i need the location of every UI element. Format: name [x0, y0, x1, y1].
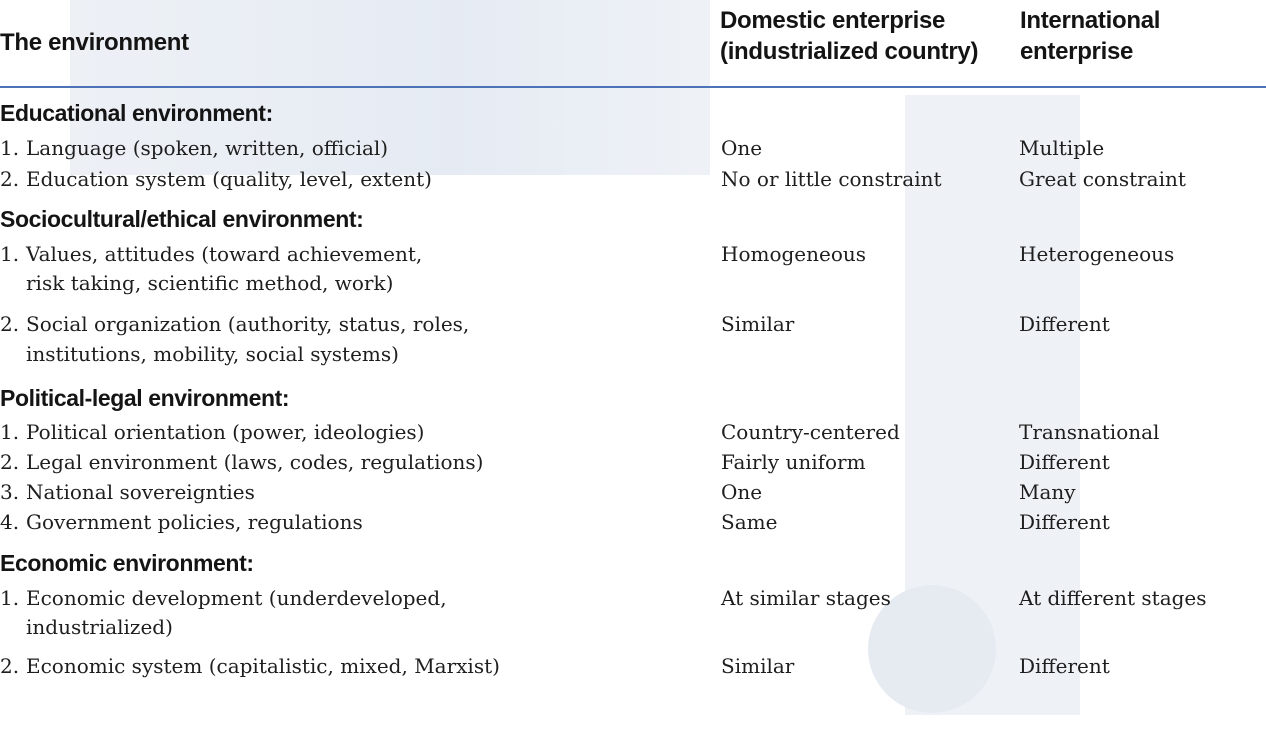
row-label: National sovereignties [26, 480, 255, 504]
row-international-value: Different [1019, 510, 1110, 534]
row-domestic-value: One [721, 480, 763, 504]
row-domestic-value: Similar [721, 312, 795, 336]
row-number: 1. [0, 420, 20, 444]
row-number: 2. [0, 450, 20, 474]
row-number: 4. [0, 510, 20, 534]
row-number: 2. [0, 654, 20, 678]
row-international-value: Multiple [1019, 136, 1105, 160]
row-number: 2. [0, 312, 20, 336]
row-label: Economic development (underdeveloped, [26, 586, 447, 610]
row-international-value: Heterogeneous [1019, 242, 1175, 266]
row-international-value: Different [1019, 450, 1110, 474]
row-number: 3. [0, 480, 20, 504]
row-international-value: Different [1019, 312, 1110, 336]
row-international-value: Different [1019, 654, 1110, 678]
column-header-international-line2: enterprise [1020, 38, 1134, 65]
row-international-value: Many [1019, 480, 1076, 504]
row-label-continued: risk taking, scientific method, work) [26, 271, 394, 295]
section-title: Economic environment: [0, 550, 254, 576]
column-header-international [1020, 5, 1160, 67]
row-international-value: Great constraint [1019, 167, 1186, 191]
row-domestic-value: Similar [721, 654, 795, 678]
row-number: 2. [0, 167, 20, 191]
row-international-value: Transnational [1019, 420, 1160, 444]
row-domestic-value: Fairly uniform [721, 450, 866, 474]
row-label-continued: institutions, mobility, social systems) [26, 342, 399, 366]
column-header-international-line1: International [1020, 7, 1161, 34]
row-domestic-value: Same [721, 510, 778, 534]
row-domestic-value: At similar stages [721, 586, 891, 610]
row-domestic-value: Homogeneous [721, 242, 867, 266]
row-label: Values, attitudes (toward achievement, [26, 242, 423, 266]
column-header-domestic-line2: (industrialized country) [720, 38, 979, 65]
row-label: Political orientation (power, ideologies) [26, 420, 425, 444]
row-label: Government policies, regulations [26, 510, 363, 534]
row-label: Legal environment (laws, codes, regulations) [26, 450, 484, 474]
column-header-environment: The environment [0, 29, 189, 56]
row-number: 1. [0, 242, 20, 266]
section-title: Educational environment: [0, 100, 273, 126]
section-title: Sociocultural/ethical environment: [0, 206, 364, 232]
row-domestic-value: No or little constraint [721, 167, 942, 191]
column-header-domestic [720, 5, 978, 67]
column-header-domestic-line1: Domestic enterprise [720, 7, 946, 34]
row-domestic-value: One [721, 136, 763, 160]
row-international-value: At different stages [1019, 586, 1207, 610]
row-label: Economic system (capitalistic, mixed, Marxist) [26, 654, 500, 678]
row-label-continued: industrialized) [26, 615, 173, 639]
row-number: 1. [0, 586, 20, 610]
row-number: 1. [0, 136, 20, 160]
row-label: Language (spoken, written, official) [26, 136, 389, 160]
row-label: Education system (quality, level, extent) [26, 167, 432, 191]
section-title: Political-legal environment: [0, 385, 290, 411]
header-rule [0, 86, 1266, 88]
row-label: Social organization (authority, status, roles, [26, 312, 470, 336]
row-domestic-value: Country-centered [721, 420, 900, 444]
